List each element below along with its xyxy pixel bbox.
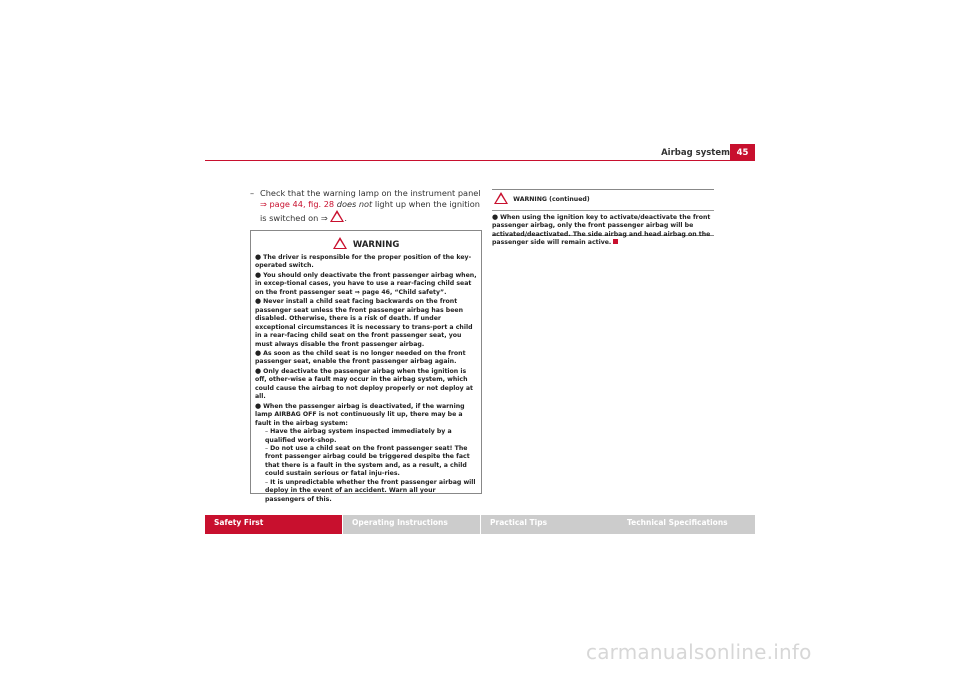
warning-bullet: ● When the passenger airbag is deactivated, if the warning lamp AIRBAG OFF is not continuously lit up, there may be a fault in the airbag system: (255, 401, 465, 427)
footer-tab-technical-specifications[interactable]: Technical Specifications (618, 515, 755, 534)
warning-heading: WARNING (352, 240, 400, 250)
warning-triangle-icon (494, 192, 508, 204)
bullet-icon: ● (255, 401, 262, 410)
warning-subitem: – It is unpredictable whether the front passenger airbag will deploy in the event of an accident. Warn all your passengers of this. (265, 478, 476, 503)
watermark-text: carmanualsonline.info (586, 640, 812, 664)
bullet-icon: ● (492, 213, 499, 221)
page-header-title: Airbag system (661, 148, 730, 158)
warning-bullet: ● As soon as the child seat is no longer needed on the front passenger seat, enable the front passenger airbag again. (255, 348, 466, 366)
footer-tab-operating-instructions[interactable]: Operating Instructions (343, 515, 480, 534)
bullet-icon: ● (255, 253, 262, 261)
step-arrow: ⇒ (260, 199, 267, 210)
step-text-before: Check that the warning lamp on the instrument panel (260, 188, 481, 198)
step-emphasis: does not (336, 199, 373, 210)
bullet-icon: ● (255, 366, 262, 375)
warning-subitem: – Have the airbag system inspected immediately by a qualified work-shop. (265, 428, 452, 444)
warning-header (255, 237, 477, 253)
warning-bullet: ● Never install a child seat facing backwards on the front passenger seat unless the front passenger airbag has been disabled. Otherwise, there is a risk of death. If under exceptional circumstances it is necessary to trans-port a child in a rear-facing child seat on the front passenger seat, you must always disable the front passenger airbag. (255, 297, 473, 348)
warning-bullet: ● The driver is responsible for the proper position of the key-operated switch. (255, 253, 472, 270)
warning-continued-bullet: ● When using the ignition key to activate/deactivate the front passenger airbag, only the front passenger airbag will be activated/deactivated. The side airbag and head airbag on the passenger side will remain active. (492, 213, 711, 247)
header-rule (205, 160, 755, 161)
bullet-icon: ● (255, 348, 262, 357)
page-reference-link[interactable]: page 44, fig. 28 (269, 199, 335, 210)
bullet-icon: ● (255, 297, 262, 306)
warning-continued-box (492, 189, 714, 247)
step-dash: – (250, 188, 255, 198)
footer-tab-safety-first[interactable]: Safety First (205, 515, 342, 534)
instruction-step: – Check that the warning lamp on the instrument panel ⇒ page 44, fig. 28 does not light up when the ignition is switched on ⇒ . (250, 188, 481, 224)
warning-bullet: ● You should only deactivate the front passenger airbag when, in excep-tional cases, you have to use a rear-facing child seat on the front passenger seat ⇒ page 46, “Child safety”. (255, 270, 477, 296)
warning-triangle-icon (333, 237, 347, 249)
step-text-after: light up when the ignition is switched on ⇒ (260, 199, 480, 224)
page-number: 45 (730, 144, 755, 161)
warning-subitem: – Do not use a child seat on the front passenger seat! The front passenger airbag could be triggered despite the fact that there is a fault in the system and, as a result, a child could sustain serious or fatal inju-ries. (265, 444, 470, 478)
warning-continued-heading: WARNING (continued) (513, 196, 590, 203)
bullet-icon: ● (255, 270, 262, 279)
end-square-icon (613, 239, 618, 244)
warning-box (250, 230, 482, 503)
warning-continued-header (492, 190, 714, 211)
warning-bullet: ● Only deactivate the passenger airbag when the ignition is off, other-wise a fault may occur in the airbag system, which could cause the airbag to not deploy properly or not deploy at all. (255, 366, 473, 401)
warning-triangle-icon (330, 210, 344, 222)
footer-tab-practical-tips[interactable]: Practical Tips (481, 515, 618, 534)
